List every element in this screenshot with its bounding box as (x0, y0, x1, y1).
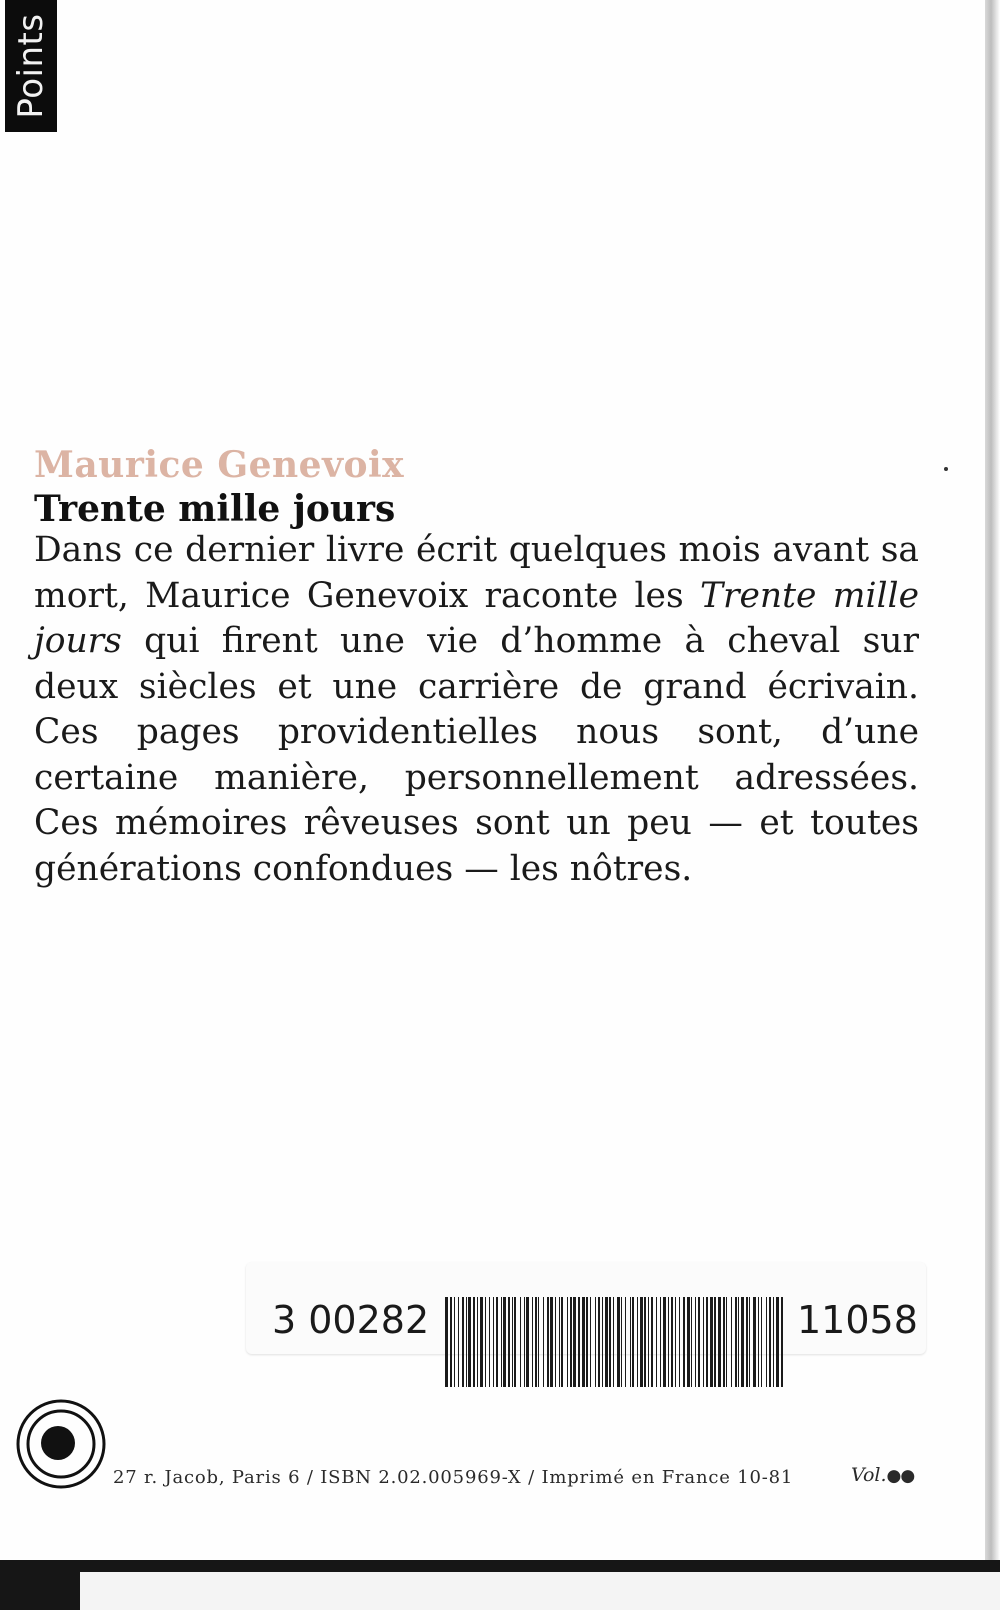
barcode-bar (695, 1297, 696, 1387)
barcode-bar (477, 1297, 478, 1387)
barcode-bar (691, 1297, 692, 1387)
barcode-bar (640, 1297, 643, 1387)
barcode-bar (538, 1297, 539, 1387)
barcode-bar (683, 1297, 685, 1387)
barcode-bar (458, 1297, 459, 1387)
barcode-bar (625, 1297, 626, 1387)
barcode-bar (621, 1297, 622, 1387)
barcode-bar (776, 1297, 779, 1387)
barcode-bar (671, 1297, 673, 1387)
barcode-bar (718, 1297, 721, 1387)
barcode-bar (746, 1297, 748, 1387)
barcode-bar (668, 1297, 669, 1387)
barcode-bar (703, 1297, 704, 1387)
barcode-bar (567, 1297, 568, 1387)
barcode-bar (773, 1297, 774, 1387)
barcode-bar (578, 1297, 580, 1387)
imprint-line: 27 r. Jacob, Paris 6 / ISBN 2.02.005969-X / Imprimé en France 10-81 (113, 1467, 794, 1488)
barcode-bar (595, 1297, 596, 1387)
barcode-bar (582, 1297, 585, 1387)
barcode-bar (489, 1297, 490, 1387)
blurb-paragraph (34, 528, 919, 892)
barcode-bar (753, 1297, 756, 1387)
barcode-bar (687, 1297, 690, 1387)
print-speck (944, 467, 948, 471)
barcode-bar (656, 1297, 657, 1387)
barcode-bar (445, 1297, 448, 1387)
barcode-bar (559, 1297, 560, 1387)
scan-bottom-edge (0, 1560, 1000, 1610)
barcode-bar (758, 1297, 759, 1387)
barcode-bar (493, 1297, 494, 1387)
barcode-bar (749, 1297, 750, 1387)
barcode-bar (651, 1297, 653, 1387)
barcode-bar (550, 1297, 553, 1387)
barcode-bar (706, 1297, 708, 1387)
barcode-bar (543, 1297, 544, 1387)
barcode-bar (617, 1297, 620, 1387)
barcode-bar (679, 1297, 680, 1387)
volume-dots: ●● (886, 1466, 915, 1486)
barcode-bar (485, 1297, 486, 1387)
blurb-text-start: Dans ce dernier livre écrit quelques mois avant sa mort, Maurice Genevoix raconte les (34, 530, 919, 616)
barcode-bar (741, 1297, 744, 1387)
barcode-bar (561, 1297, 563, 1387)
volume-label: Vol. (851, 1464, 887, 1486)
barcode-bar (726, 1297, 727, 1387)
barcode-bar (710, 1297, 713, 1387)
barcode-bar (630, 1297, 631, 1387)
barcode-bar (532, 1297, 533, 1387)
series-label: Points (11, 13, 51, 119)
barcode-bar (503, 1297, 506, 1387)
blurb-italic-title: Trente mille jours (34, 575, 919, 661)
barcode-bar (547, 1297, 549, 1387)
barcode-bar (512, 1297, 513, 1387)
barcode-bar (450, 1297, 452, 1387)
cover-edge (985, 0, 1000, 1610)
barcode-bar (632, 1297, 634, 1387)
barcode-bar (586, 1297, 588, 1387)
barcode-bar (766, 1297, 767, 1387)
barcode-bars (445, 1297, 785, 1387)
barcode-bar (555, 1297, 556, 1387)
barcode-bar (698, 1297, 700, 1387)
barcode-bar (675, 1297, 676, 1387)
barcode-bar (501, 1297, 502, 1387)
barcode-bar (735, 1297, 737, 1387)
barcode-bar (738, 1297, 739, 1387)
barcode-bar (466, 1297, 467, 1387)
barcode-bar (526, 1297, 529, 1387)
barcode-bar (769, 1297, 771, 1387)
barcode-bar (520, 1297, 521, 1387)
barcode-bar (660, 1297, 661, 1387)
barcode-bar (590, 1297, 591, 1387)
barcode-bar (570, 1297, 572, 1387)
book-title: Trente mille jours (34, 488, 396, 530)
barcode-bar (602, 1297, 603, 1387)
barcode-bar (473, 1297, 475, 1387)
barcode-left-number: 3 00282 (272, 1298, 430, 1342)
volume-marker (851, 1464, 914, 1486)
barcode-bar (609, 1297, 611, 1387)
barcode-bar (454, 1297, 455, 1387)
barcode-bar (480, 1297, 483, 1387)
barcode-bar (613, 1297, 614, 1387)
barcode-bar (598, 1297, 600, 1387)
barcode-bar (644, 1297, 646, 1387)
barcode-bar (496, 1297, 498, 1387)
barcode-bar (637, 1297, 638, 1387)
barcode-bar (462, 1297, 464, 1387)
author-name: Maurice Genevoix (34, 444, 405, 486)
barcode-right-number: 11058 (797, 1298, 918, 1342)
barcode-bar (723, 1297, 725, 1387)
barcode-bar (508, 1297, 510, 1387)
barcode-bar (514, 1297, 516, 1387)
barcode-bar (781, 1297, 783, 1387)
barcode-bar (648, 1297, 649, 1387)
barcode-bar (714, 1297, 716, 1387)
seuil-circle-logo-icon (15, 1398, 107, 1490)
barcode-bar (663, 1297, 666, 1387)
barcode-bar (468, 1297, 471, 1387)
barcode-bar (524, 1297, 525, 1387)
barcode-bar (761, 1297, 762, 1387)
barcode-bar (535, 1297, 537, 1387)
barcode-bar (573, 1297, 576, 1387)
barcode-bar (605, 1297, 608, 1387)
blurb-text-end: qui firent une vie d’homme à cheval sur deux siècles et une carrière de grand écrivain. Ces pages providentielles nous sont, d’une certaine manière, personnellement adressées. Ces mémoires rêveuses sont un peu — et toutes générations confondues — les nôtres. (34, 621, 919, 889)
barcode-bar (731, 1297, 732, 1387)
